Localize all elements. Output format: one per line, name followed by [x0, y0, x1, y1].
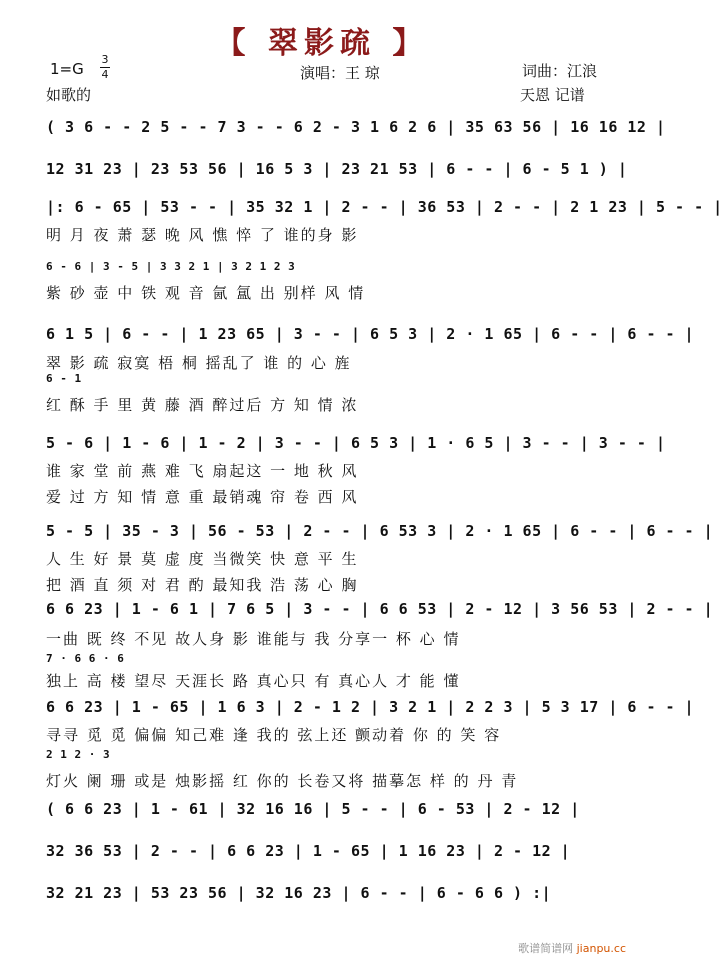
time-signature-top: 3 [101, 53, 109, 66]
notation-line: 5 - 6 | 1 - 6 | 1 - 2 | 3 - - | 6 5 3 | 1 · 6 5 | 3 - - | 3 - - | [46, 434, 666, 452]
notation-line: |: 6 - 65 | 53 - - | 35 32 1 | 2 - - | 36 53 | 2 - - | 2 1 23 | 5 - - | [46, 198, 723, 216]
notation-line: 6 - 6 | 3 - 5 | 3 3 2 1 | 3 2 1 2 3 [46, 260, 296, 273]
notation-line: 32 21 23 | 53 23 56 | 32 16 23 | 6 - - | 6 - 6 6 ) :| [46, 884, 552, 902]
lyric-line: 谁 家 堂 前 燕 难 飞 扇起这 一 地 秋 风 [46, 462, 359, 480]
notation-line: 2 1 2 · 3 [46, 748, 111, 761]
lyric-line: 爱 过 方 知 情 意 重 最销魂 帘 卷 西 风 [46, 488, 359, 506]
lyric-line: 明 月 夜 萧 瑟 晚 风 憔 悴 了 谁的身 影 [46, 226, 359, 244]
song-title: 【 翠影疏 】 [215, 26, 429, 61]
notation-line: ( 6 6 23 | 1 - 61 | 32 16 16 | 5 - - | 6 - 53 | 2 - 12 | [46, 800, 580, 818]
lyric-line: 把 酒 直 须 对 君 酌 最知我 浩 荡 心 胸 [46, 576, 359, 594]
lyric-line: 人 生 好 景 莫 虚 度 当微笑 快 意 平 生 [46, 550, 359, 568]
composer-credit: 词曲：江浪 [522, 62, 598, 80]
time-signature [100, 54, 110, 81]
lyric-line: 灯火 阑 珊 或是 烛影摇 红 你的 长卷又将 描摹怎 样 的 丹 青 [46, 772, 519, 790]
lyric-line: 寻寻 觅 觅 偏偏 知己难 逢 我的 弦上还 颤动着 你 的 笑 容 [46, 726, 502, 744]
singer-credit: 演唱：王 琼 [300, 64, 380, 82]
time-signature-bottom: 4 [101, 68, 109, 81]
lyric-line: 翠 影 疏 寂寞 梧 桐 摇乱了 谁 的 心 旌 [46, 354, 352, 372]
watermark-site: 歌谱简谱网 [518, 942, 574, 955]
key-signature: 1=G [50, 60, 84, 78]
lyric-line: 红 酥 手 里 黄 藤 酒 醉过后 方 知 情 浓 [46, 396, 359, 414]
notation-line: 6 6 23 | 1 - 6 1 | 7 6 5 | 3 - - | 6 6 53 | 2 - 12 | 3 56 53 | 2 - - | [46, 600, 714, 618]
notation-line: 6 - 1 [46, 372, 82, 385]
notation-line: 6 1 5 | 6 - - | 1 23 65 | 3 - - | 6 5 3 | 2 · 1 65 | 6 - - | 6 - - | [46, 325, 695, 343]
lyric-line: 紫 砂 壶 中 铁 观 音 氤 氲 出 别样 风 情 [46, 284, 366, 302]
notation-line: 7 · 6 6 · 6 [46, 652, 125, 665]
notation-line: 32 36 53 | 2 - - | 6 6 23 | 1 - 65 | 1 16 23 | 2 - 12 | [46, 842, 571, 860]
notation-line: ( 3 6 - - 2 5 - - 7 3 - - 6 2 - 3 1 6 2 6 | 35 63 56 | 16 16 12 | [46, 118, 666, 136]
tempo-marking: 如歌的 [46, 86, 92, 104]
notation-line: 5 - 5 | 35 - 3 | 56 - 53 | 2 - - | 6 53 3 | 2 · 1 65 | 6 - - | 6 - - | [46, 522, 714, 540]
lyric-line: 一曲 既 终 不见 故人身 影 谁能与 我 分享一 杯 心 情 [46, 630, 461, 648]
watermark-domain: jianpu.cc [576, 942, 626, 955]
notation-line: 12 31 23 | 23 53 56 | 16 5 3 | 23 21 53 | 6 - - | 6 - 5 1 ) | [46, 160, 628, 178]
notator-credit: 天恩 记谱 [520, 86, 585, 104]
lyric-line: 独上 高 楼 望尽 天涯长 路 真心只 有 真心人 才 能 懂 [46, 672, 461, 690]
notation-line: 6 6 23 | 1 - 65 | 1 6 3 | 2 - 1 2 | 3 2 1 | 2 2 3 | 5 3 17 | 6 - - | [46, 698, 695, 716]
watermark [518, 940, 626, 956]
